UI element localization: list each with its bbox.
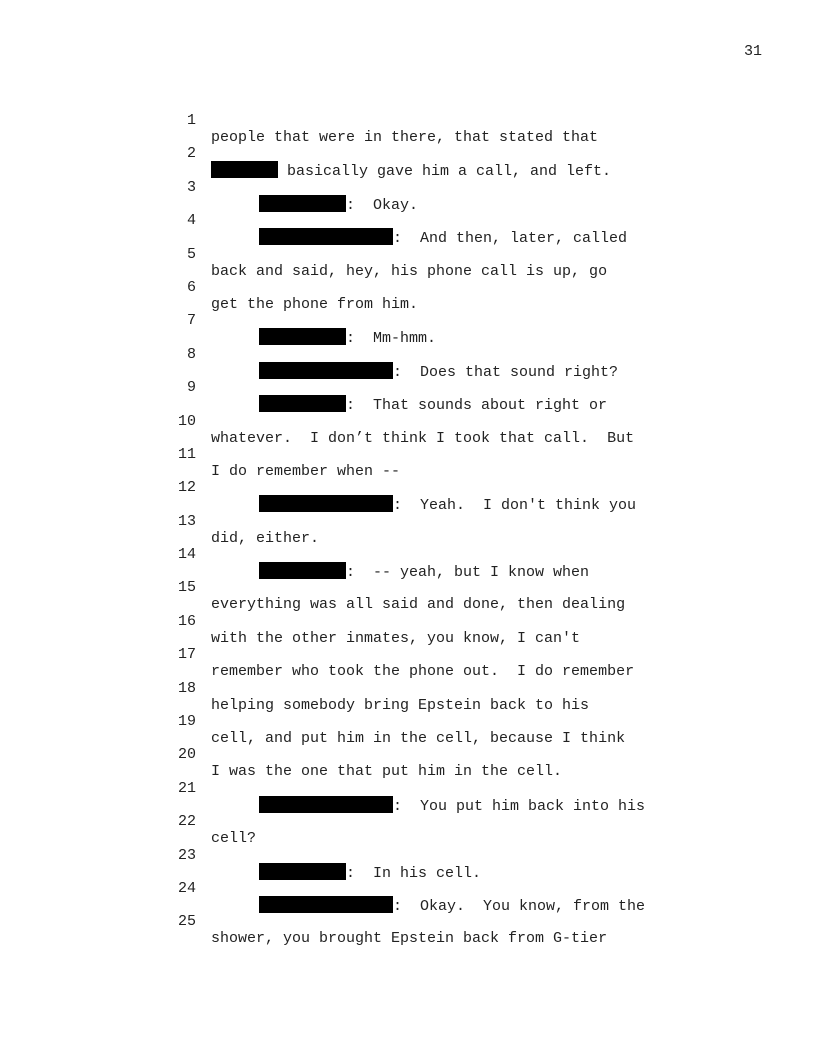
transcript-line bbox=[0, 762, 816, 815]
transcript-line bbox=[0, 628, 816, 681]
page-number: 31 bbox=[744, 43, 763, 60]
line-text: : In his cell. bbox=[346, 864, 482, 882]
line-text: : That sounds about right or bbox=[346, 397, 608, 415]
line-number: 23 bbox=[177, 846, 196, 864]
line-text: with the other inmates, you know, I can't bbox=[211, 629, 581, 647]
line-text: : -- yeah, but I know when bbox=[346, 564, 590, 582]
line-number: 7 bbox=[186, 312, 196, 330]
line-text: whatever. I don’t think I took that call. But bbox=[211, 429, 635, 447]
line-text: : Yeah. I don't think you bbox=[393, 497, 637, 515]
line-text: cell? bbox=[211, 830, 257, 848]
line-text: I do remember when -- bbox=[211, 462, 401, 480]
transcript-line bbox=[0, 662, 816, 714]
line-number: 10 bbox=[177, 412, 196, 430]
transcript-line bbox=[0, 561, 816, 614]
line-text: shower, you brought Epstein back from G-tier bbox=[211, 930, 608, 948]
transcript-line bbox=[0, 261, 816, 313]
transcript-line bbox=[0, 228, 816, 280]
line-number: 6 bbox=[186, 278, 196, 296]
line-number: 13 bbox=[177, 512, 196, 530]
line-number: 3 bbox=[186, 178, 196, 196]
line-text: did, either. bbox=[211, 529, 320, 547]
transcript-line bbox=[0, 395, 816, 447]
line-text: : Does that sound right? bbox=[393, 363, 619, 381]
transcript-line bbox=[0, 127, 816, 181]
transcript-line bbox=[0, 361, 816, 415]
line-text: remember who took the phone out. I do remember bbox=[211, 663, 635, 681]
line-number: 2 bbox=[186, 145, 196, 163]
transcript-line bbox=[0, 495, 816, 547]
transcript-line bbox=[0, 695, 816, 748]
line-number: 22 bbox=[177, 813, 196, 831]
transcript-body bbox=[0, 94, 816, 948]
transcript-line bbox=[0, 328, 816, 381]
transcript-line bbox=[0, 862, 816, 915]
line-text: : You put him back into his bbox=[393, 797, 646, 815]
line-number: 9 bbox=[186, 379, 196, 397]
line-number: 12 bbox=[177, 479, 196, 497]
line-text: helping somebody bring Epstein back to his bbox=[211, 696, 590, 714]
line-number: 19 bbox=[177, 713, 196, 731]
line-number: 1 bbox=[186, 112, 196, 129]
line-text: : Okay. You know, from the bbox=[393, 897, 646, 915]
line-text: : Okay. bbox=[346, 196, 419, 214]
transcript-line bbox=[0, 94, 816, 146]
line-text: back and said, hey, his phone call is up, go bbox=[211, 262, 608, 280]
line-number: 4 bbox=[186, 212, 196, 230]
transcript-line bbox=[0, 728, 816, 781]
line-text: cell, and put him in the cell, because I think bbox=[211, 730, 626, 748]
line-number: 25 bbox=[177, 913, 196, 931]
line-text: get the phone from him. bbox=[211, 295, 419, 313]
line-text: I was the one that put him in the cell. bbox=[211, 763, 563, 781]
transcript-line bbox=[0, 895, 816, 948]
line-text: : Mm-hmm. bbox=[346, 330, 437, 348]
line-text: everything was all said and done, then dealing bbox=[211, 596, 626, 614]
transcript-line bbox=[0, 428, 816, 480]
transcript-line bbox=[0, 194, 816, 248]
line-number: 17 bbox=[177, 646, 196, 664]
line-number: 16 bbox=[177, 612, 196, 630]
line-text: : And then, later, called bbox=[393, 230, 628, 248]
transcript-line bbox=[0, 595, 816, 647]
line-number: 20 bbox=[177, 746, 196, 764]
transcript-line bbox=[0, 461, 816, 515]
transcript-line bbox=[0, 528, 816, 582]
line-text: basically gave him a call, and left. bbox=[278, 163, 612, 181]
transcript-line bbox=[0, 294, 816, 348]
transcript-line bbox=[0, 161, 816, 214]
line-number: 11 bbox=[177, 445, 196, 463]
line-text: people that were in there, that stated that bbox=[211, 129, 599, 146]
line-number: 15 bbox=[177, 579, 196, 597]
line-number: 8 bbox=[186, 345, 196, 363]
line-number: 18 bbox=[177, 679, 196, 697]
transcript-line bbox=[0, 829, 816, 882]
line-number: 14 bbox=[177, 546, 196, 564]
line-number: 5 bbox=[186, 245, 196, 263]
transcript-line bbox=[0, 795, 816, 848]
line-number: 24 bbox=[177, 879, 196, 897]
line-number: 21 bbox=[177, 779, 196, 797]
